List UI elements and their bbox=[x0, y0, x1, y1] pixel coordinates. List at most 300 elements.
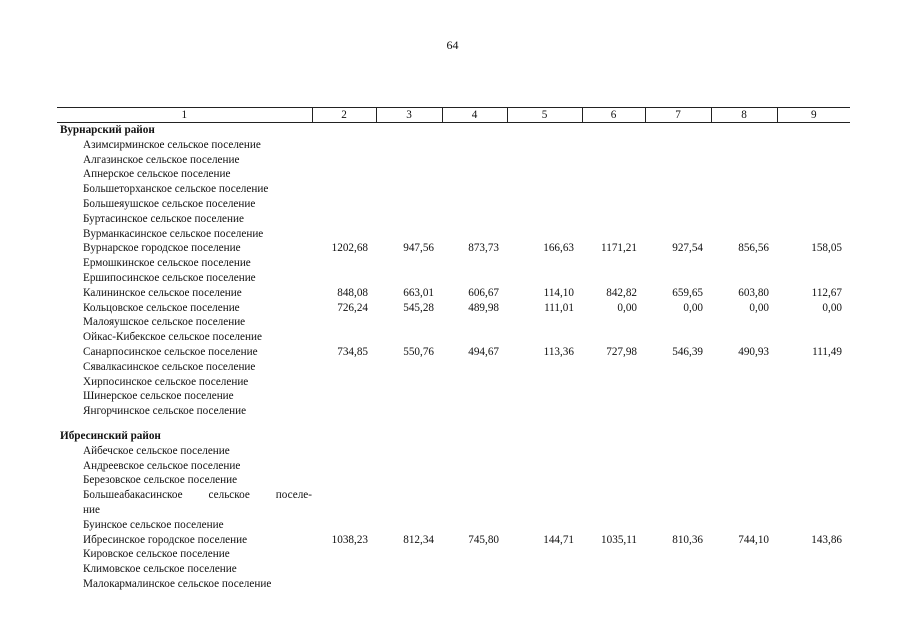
table-row bbox=[57, 518, 850, 533]
value-cell bbox=[376, 167, 442, 182]
value-cell: 489,98 bbox=[468, 301, 499, 314]
value-cell bbox=[777, 562, 850, 577]
value-cell bbox=[442, 488, 507, 503]
value-cell bbox=[376, 389, 442, 404]
value-cell bbox=[442, 547, 507, 562]
value-cell bbox=[507, 153, 582, 168]
settlement-name: Буртасинское сельское поселение bbox=[83, 212, 244, 225]
value-cell: 0,00 bbox=[749, 301, 769, 314]
value-cell bbox=[312, 547, 376, 562]
page-number: 64 bbox=[446, 38, 459, 52]
value-cell: 0,00 bbox=[683, 301, 703, 314]
value-cell bbox=[582, 138, 645, 153]
column-header: 1 bbox=[57, 108, 312, 123]
value-cell bbox=[507, 404, 582, 419]
value-cell bbox=[582, 488, 645, 503]
value-cell bbox=[442, 212, 507, 227]
value-cell bbox=[777, 271, 850, 286]
value-cell bbox=[442, 330, 507, 345]
value-cell bbox=[376, 444, 442, 459]
value-cell bbox=[645, 444, 711, 459]
value-cell bbox=[645, 562, 711, 577]
value-cell bbox=[582, 389, 645, 404]
value-cell bbox=[312, 271, 376, 286]
value-cell bbox=[777, 473, 850, 488]
settlement-name: Вурнарское городское поселение bbox=[83, 242, 241, 255]
table-row bbox=[57, 271, 850, 286]
value-cell bbox=[711, 227, 777, 242]
value-cell bbox=[645, 577, 711, 592]
value-cell bbox=[312, 518, 376, 533]
value-cell bbox=[645, 167, 711, 182]
value-cell bbox=[582, 167, 645, 182]
table-row bbox=[57, 577, 850, 592]
value-cell: 947,56 bbox=[403, 242, 434, 255]
table-row bbox=[57, 473, 850, 488]
value-cell bbox=[777, 153, 850, 168]
value-cell bbox=[507, 473, 582, 488]
value-cell bbox=[645, 488, 711, 503]
value-cell bbox=[711, 182, 777, 197]
value-cell bbox=[777, 577, 850, 592]
data-table bbox=[57, 107, 850, 592]
value-cell bbox=[507, 197, 582, 212]
settlement-name: Ермошкинское сельское поселение bbox=[83, 257, 251, 270]
value-cell bbox=[711, 488, 777, 503]
value-cell bbox=[582, 197, 645, 212]
table-row bbox=[57, 547, 850, 562]
value-cell bbox=[442, 315, 507, 330]
value-cell bbox=[645, 271, 711, 286]
value-cell bbox=[777, 547, 850, 562]
value-cell bbox=[507, 459, 582, 474]
value-cell bbox=[645, 182, 711, 197]
value-cell bbox=[645, 473, 711, 488]
value-cell bbox=[777, 330, 850, 345]
value-cell bbox=[442, 197, 507, 212]
value-cell bbox=[442, 182, 507, 197]
settlement-name: Ибресинское городское поселение bbox=[83, 533, 248, 546]
value-cell bbox=[777, 315, 850, 330]
value-cell bbox=[376, 227, 442, 242]
settlement-name: Кольцовское сельское поселение bbox=[83, 301, 240, 314]
value-cell bbox=[645, 138, 711, 153]
settlement-name: Калининское сельское поселение bbox=[83, 286, 242, 299]
value-cell bbox=[777, 256, 850, 271]
value-cell bbox=[777, 197, 850, 212]
value-cell: 1202,68 bbox=[331, 242, 368, 255]
value-cell bbox=[376, 330, 442, 345]
value-cell bbox=[711, 577, 777, 592]
table-row bbox=[57, 138, 850, 153]
value-cell bbox=[442, 389, 507, 404]
value-cell bbox=[312, 488, 376, 503]
value-cell: 113,36 bbox=[543, 345, 574, 358]
value-cell bbox=[312, 167, 376, 182]
value-cell bbox=[376, 271, 442, 286]
value-cell bbox=[376, 182, 442, 197]
table-row bbox=[57, 330, 850, 345]
spacer-row bbox=[57, 419, 850, 429]
value-cell: 112,67 bbox=[811, 286, 842, 299]
settlement-name: Хирпосинское сельское поселение bbox=[83, 375, 249, 388]
value-cell bbox=[711, 444, 777, 459]
value-cell bbox=[507, 227, 582, 242]
value-cell bbox=[442, 404, 507, 419]
value-cell: 143,86 bbox=[811, 533, 842, 546]
settlement-name: Андреевское сельское поселение bbox=[83, 459, 241, 472]
value-cell bbox=[711, 330, 777, 345]
settlement-name: Большеторханское сельское поселение bbox=[83, 183, 269, 196]
value-cell: 0,00 bbox=[617, 301, 637, 314]
value-cell: 166,63 bbox=[543, 242, 574, 255]
value-cell bbox=[507, 503, 582, 518]
value-cell bbox=[376, 488, 442, 503]
table-row bbox=[57, 227, 850, 242]
value-cell bbox=[645, 227, 711, 242]
value-cell bbox=[376, 360, 442, 375]
value-cell bbox=[711, 153, 777, 168]
value-cell bbox=[312, 444, 376, 459]
value-cell bbox=[582, 473, 645, 488]
value-cell: 0,00 bbox=[822, 301, 842, 314]
value-cell bbox=[645, 330, 711, 345]
settlement-name: Большеяушское сельское поселение bbox=[83, 197, 256, 210]
column-header: 8 bbox=[711, 108, 777, 123]
value-cell bbox=[312, 360, 376, 375]
value-cell bbox=[582, 503, 645, 518]
value-cell bbox=[507, 212, 582, 227]
value-cell bbox=[442, 473, 507, 488]
table-row bbox=[57, 562, 850, 577]
value-cell bbox=[777, 167, 850, 182]
value-cell bbox=[711, 473, 777, 488]
value-cell bbox=[777, 375, 850, 390]
table-row bbox=[57, 459, 850, 474]
settlement-name: Буинское сельское поселение bbox=[83, 518, 224, 531]
value-cell bbox=[442, 138, 507, 153]
value-cell bbox=[376, 212, 442, 227]
settlement-name: Айбечское сельское поселение bbox=[83, 444, 230, 457]
value-cell bbox=[507, 389, 582, 404]
value-cell: 873,73 bbox=[468, 242, 499, 255]
value-cell bbox=[312, 256, 376, 271]
settlement-name: Санарпосинское сельское поселение bbox=[83, 345, 258, 358]
district-name: Ибресинский район bbox=[60, 429, 161, 442]
value-cell bbox=[376, 518, 442, 533]
value-cell bbox=[582, 153, 645, 168]
value-cell bbox=[711, 212, 777, 227]
value-cell bbox=[376, 577, 442, 592]
value-cell bbox=[711, 459, 777, 474]
value-cell bbox=[711, 375, 777, 390]
value-cell bbox=[777, 488, 850, 503]
value-cell bbox=[582, 315, 645, 330]
value-cell bbox=[777, 212, 850, 227]
district-name: Вурнарский район bbox=[60, 124, 155, 136]
settlement-name: Сявалкасинское сельское поселение bbox=[83, 360, 256, 373]
value-cell: 848,08 bbox=[337, 286, 368, 299]
value-cell bbox=[711, 389, 777, 404]
settlement-name: Кировское сельское поселение bbox=[83, 548, 230, 561]
value-cell bbox=[711, 562, 777, 577]
value-cell bbox=[312, 404, 376, 419]
value-cell bbox=[777, 389, 850, 404]
table-row bbox=[57, 241, 850, 256]
value-cell bbox=[645, 404, 711, 419]
settlement-name: Малокармалинское сельское поселение bbox=[83, 577, 272, 590]
table-body bbox=[57, 123, 850, 592]
value-cell bbox=[645, 547, 711, 562]
value-cell bbox=[711, 197, 777, 212]
table-row bbox=[57, 444, 850, 459]
value-cell: 546,39 bbox=[672, 345, 703, 358]
settlement-name: Ершипосинское сельское поселение bbox=[83, 271, 256, 284]
value-cell bbox=[312, 197, 376, 212]
value-cell bbox=[777, 360, 850, 375]
value-cell bbox=[582, 271, 645, 286]
value-cell bbox=[442, 360, 507, 375]
value-cell bbox=[507, 315, 582, 330]
value-cell bbox=[582, 360, 645, 375]
value-cell bbox=[312, 315, 376, 330]
value-cell: 1171,21 bbox=[601, 242, 637, 255]
value-cell bbox=[711, 503, 777, 518]
value-cell bbox=[582, 256, 645, 271]
value-cell bbox=[711, 271, 777, 286]
value-cell bbox=[312, 182, 376, 197]
value-cell bbox=[645, 197, 711, 212]
settlement-name: Алгазинское сельское поселение bbox=[83, 153, 240, 166]
value-cell: 111,01 bbox=[544, 301, 574, 314]
value-cell: 114,10 bbox=[543, 286, 574, 299]
value-cell bbox=[442, 562, 507, 577]
value-cell bbox=[711, 315, 777, 330]
value-cell bbox=[507, 138, 582, 153]
table-row bbox=[57, 488, 850, 503]
value-cell: 603,80 bbox=[738, 286, 769, 299]
value-cell: 550,76 bbox=[403, 345, 434, 358]
value-cell bbox=[312, 375, 376, 390]
table-row bbox=[57, 212, 850, 227]
value-cell bbox=[777, 459, 850, 474]
value-cell bbox=[376, 459, 442, 474]
value-cell bbox=[312, 459, 376, 474]
value-cell bbox=[442, 444, 507, 459]
value-cell bbox=[442, 227, 507, 242]
settlement-name: Шинерское сельское поселение bbox=[83, 390, 234, 403]
value-cell bbox=[507, 562, 582, 577]
value-cell bbox=[312, 577, 376, 592]
table-row bbox=[57, 182, 850, 197]
settlement-name: Климовское сельское поселение bbox=[83, 563, 237, 576]
value-cell bbox=[645, 153, 711, 168]
settlement-name: Малояушское сельское поселение bbox=[83, 316, 246, 329]
value-cell: 1035,11 bbox=[601, 533, 637, 546]
value-cell bbox=[312, 330, 376, 345]
value-cell bbox=[442, 256, 507, 271]
value-cell bbox=[312, 227, 376, 242]
value-cell bbox=[376, 473, 442, 488]
value-cell bbox=[645, 503, 711, 518]
value-cell bbox=[507, 167, 582, 182]
value-cell: 745,80 bbox=[468, 533, 499, 546]
value-cell bbox=[645, 315, 711, 330]
settlement-name: Апнерское сельское поселение bbox=[83, 168, 231, 181]
table-row bbox=[57, 389, 850, 404]
table-row bbox=[57, 286, 850, 301]
table-row bbox=[57, 301, 850, 316]
value-cell: 856,56 bbox=[738, 242, 769, 255]
value-cell bbox=[507, 256, 582, 271]
value-cell bbox=[442, 375, 507, 390]
value-cell bbox=[777, 518, 850, 533]
value-cell: 812,34 bbox=[403, 533, 434, 546]
table-row bbox=[57, 167, 850, 182]
value-cell bbox=[376, 503, 442, 518]
column-header: 9 bbox=[777, 108, 850, 123]
value-cell bbox=[582, 444, 645, 459]
value-cell bbox=[711, 167, 777, 182]
value-cell bbox=[376, 547, 442, 562]
value-cell bbox=[777, 503, 850, 518]
table-row bbox=[57, 533, 850, 548]
value-cell bbox=[376, 404, 442, 419]
value-cell bbox=[442, 153, 507, 168]
column-header: 2 bbox=[312, 108, 376, 123]
value-cell: 606,67 bbox=[468, 286, 499, 299]
value-cell bbox=[442, 271, 507, 286]
value-cell bbox=[312, 473, 376, 488]
value-cell bbox=[645, 360, 711, 375]
value-cell bbox=[507, 271, 582, 286]
value-cell bbox=[442, 518, 507, 533]
value-cell: 726,24 bbox=[337, 301, 368, 314]
value-cell bbox=[711, 547, 777, 562]
value-cell bbox=[312, 562, 376, 577]
settlement-name: Янгорчинское сельское поселение bbox=[83, 405, 247, 418]
value-cell bbox=[777, 138, 850, 153]
value-cell bbox=[312, 153, 376, 168]
value-cell: 545,28 bbox=[403, 301, 434, 314]
settlement-name: Березовское сельское поселение bbox=[83, 474, 238, 487]
value-cell: 158,05 bbox=[811, 242, 842, 255]
value-cell bbox=[312, 212, 376, 227]
table-row bbox=[57, 375, 850, 390]
table-row bbox=[57, 153, 850, 168]
value-cell bbox=[507, 518, 582, 533]
table-row bbox=[57, 256, 850, 271]
value-cell: 744,10 bbox=[738, 533, 769, 546]
value-cell bbox=[582, 182, 645, 197]
value-cell: 927,54 bbox=[672, 242, 703, 255]
value-cell bbox=[582, 212, 645, 227]
value-cell bbox=[376, 315, 442, 330]
table-row bbox=[57, 315, 850, 330]
value-cell bbox=[442, 459, 507, 474]
district-row bbox=[57, 429, 850, 444]
value-cell bbox=[711, 404, 777, 419]
value-cell bbox=[376, 138, 442, 153]
value-cell bbox=[312, 138, 376, 153]
value-cell bbox=[582, 404, 645, 419]
value-cell bbox=[582, 577, 645, 592]
value-cell bbox=[442, 167, 507, 182]
table-row bbox=[57, 503, 850, 518]
value-cell bbox=[376, 153, 442, 168]
value-cell bbox=[582, 518, 645, 533]
value-cell bbox=[376, 256, 442, 271]
settlement-name: Ойкас-Кибекское сельское поселение bbox=[83, 331, 262, 344]
value-cell: 842,82 bbox=[606, 286, 637, 299]
table-row bbox=[57, 404, 850, 419]
header-row bbox=[57, 108, 850, 123]
value-cell bbox=[645, 375, 711, 390]
value-cell: 111,49 bbox=[812, 345, 842, 358]
value-cell bbox=[442, 577, 507, 592]
value-cell bbox=[645, 256, 711, 271]
settlement-name: Вурманкасинское сельское поселение bbox=[83, 227, 264, 240]
value-cell bbox=[582, 459, 645, 474]
value-cell bbox=[711, 518, 777, 533]
value-cell: 734,85 bbox=[337, 345, 368, 358]
value-cell bbox=[507, 182, 582, 197]
value-cell bbox=[777, 404, 850, 419]
column-header: 3 bbox=[376, 108, 442, 123]
value-cell: 490,93 bbox=[738, 345, 769, 358]
value-cell bbox=[312, 389, 376, 404]
table-row bbox=[57, 360, 850, 375]
value-cell bbox=[711, 256, 777, 271]
value-cell bbox=[582, 562, 645, 577]
value-cell bbox=[777, 444, 850, 459]
value-cell: 144,71 bbox=[543, 533, 574, 546]
table-row bbox=[57, 345, 850, 360]
district-row bbox=[57, 123, 850, 138]
value-cell bbox=[582, 227, 645, 242]
value-cell bbox=[507, 547, 582, 562]
value-cell: 494,67 bbox=[468, 345, 499, 358]
value-cell bbox=[645, 518, 711, 533]
value-cell bbox=[376, 562, 442, 577]
value-cell bbox=[777, 182, 850, 197]
table-row bbox=[57, 197, 850, 212]
value-cell bbox=[507, 375, 582, 390]
value-cell bbox=[507, 444, 582, 459]
value-cell: 663,01 bbox=[403, 286, 434, 299]
value-cell bbox=[711, 360, 777, 375]
value-cell bbox=[777, 227, 850, 242]
column-header: 6 bbox=[582, 108, 645, 123]
value-cell bbox=[507, 577, 582, 592]
settlement-name: ние bbox=[83, 503, 100, 516]
column-header: 5 bbox=[507, 108, 582, 123]
value-cell bbox=[582, 547, 645, 562]
settlement-name: Азимсирминское сельское поселение bbox=[83, 138, 261, 151]
settlement-name: Большеабакасинское сельское поселе- bbox=[83, 489, 312, 502]
value-cell bbox=[442, 503, 507, 518]
column-header: 7 bbox=[645, 108, 711, 123]
value-cell bbox=[582, 375, 645, 390]
value-cell bbox=[645, 459, 711, 474]
column-header: 4 bbox=[442, 108, 507, 123]
value-cell bbox=[645, 389, 711, 404]
value-cell bbox=[645, 212, 711, 227]
value-cell bbox=[376, 197, 442, 212]
value-cell bbox=[507, 330, 582, 345]
value-cell: 727,98 bbox=[606, 345, 637, 358]
value-cell bbox=[507, 360, 582, 375]
